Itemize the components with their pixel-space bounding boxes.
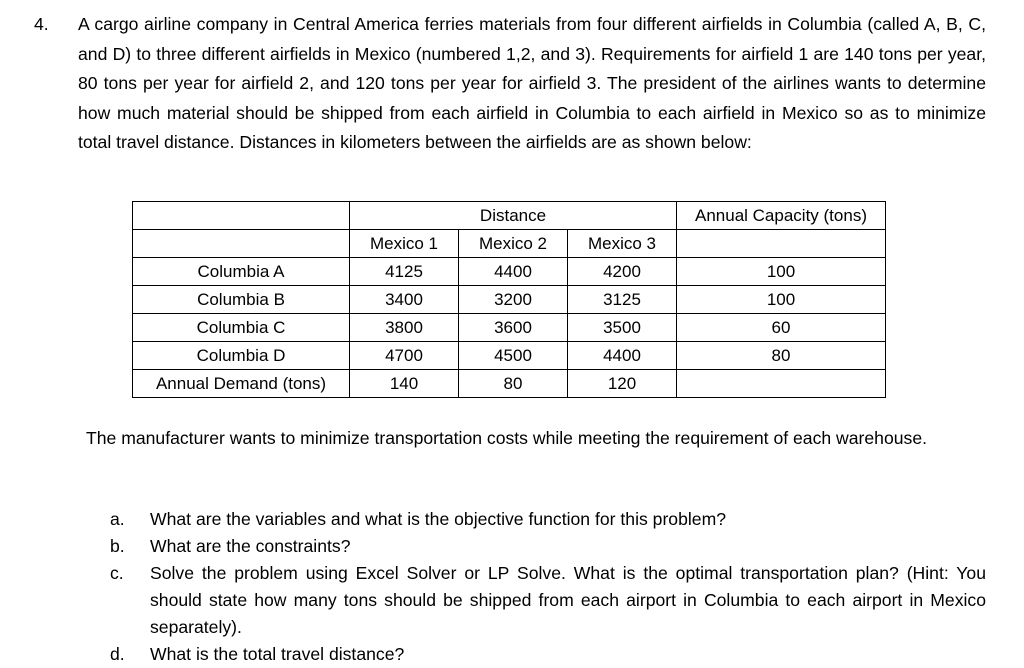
distance-cell: 3800 xyxy=(350,314,459,342)
table-empty-cell xyxy=(677,370,886,398)
question-item xyxy=(86,506,986,533)
distance-cell: 4400 xyxy=(568,342,677,370)
question-text: Solve the problem using Excel Solver or LP Solve. What is the optimal transportation plan? (Hint: You should state how many tons should be shipped from each airport in Columbia to each airport in Mexico separately). xyxy=(150,563,986,637)
question-text: What are the variables and what is the objective function for this problem? xyxy=(150,509,727,529)
question-label: a. xyxy=(110,509,125,529)
distance-cell: 3400 xyxy=(350,286,459,314)
question-list xyxy=(86,506,986,668)
question-item xyxy=(86,533,986,560)
capacity-cell: 80 xyxy=(677,342,886,370)
distance-group-header: Distance xyxy=(350,202,677,230)
row-label: Columbia A xyxy=(133,258,350,286)
table-empty-cell xyxy=(677,230,886,258)
column-header: Mexico 2 xyxy=(459,230,568,258)
question-text: What is the total travel distance? xyxy=(150,644,405,664)
distance-cell: 4500 xyxy=(459,342,568,370)
distance-cell: 3500 xyxy=(568,314,677,342)
capacity-cell: 100 xyxy=(677,258,886,286)
distance-cell: 4700 xyxy=(350,342,459,370)
objective-paragraph: The manufacturer wants to minimize transportation costs while meeting the requirement of each warehouse. xyxy=(86,428,928,448)
capacity-cell: 100 xyxy=(677,286,886,314)
question-item xyxy=(86,641,986,668)
problem-number: 4. xyxy=(34,14,49,34)
question-label: b. xyxy=(110,536,125,556)
distance-cell: 3125 xyxy=(568,286,677,314)
capacity-header: Annual Capacity (tons) xyxy=(677,202,886,230)
distance-cell: 3600 xyxy=(459,314,568,342)
table-row xyxy=(133,258,886,286)
column-header: Mexico 3 xyxy=(568,230,677,258)
row-label: Columbia D xyxy=(133,342,350,370)
row-label: Columbia C xyxy=(133,314,350,342)
table-row xyxy=(133,314,886,342)
column-header: Mexico 1 xyxy=(350,230,459,258)
demand-label: Annual Demand (tons) xyxy=(133,370,350,398)
distance-table xyxy=(132,201,886,398)
row-label: Columbia B xyxy=(133,286,350,314)
question-item xyxy=(86,560,986,641)
question-label: d. xyxy=(110,644,125,664)
distance-cell: 4125 xyxy=(350,258,459,286)
question-text: What are the constraints? xyxy=(150,536,351,556)
demand-cell: 80 xyxy=(459,370,568,398)
capacity-cell: 60 xyxy=(677,314,886,342)
distance-cell: 4400 xyxy=(459,258,568,286)
problem-text: A cargo airline company in Central America ferries materials from four different airfields in Columbia (called A, B, C, and D) to three different airfields in Mexico (numbered 1,2, and 3). Requirements for airfield 1 are 140 tons per year, 80 tons per year for airfield 2, and 120 tons per year for airfield 3. The president of the airlines wants to determine how much material should be shipped from each airfield in Columbia to each airfield in Mexico so as to minimize total travel distance. Distances in kilometers between the airfields are as shown below: xyxy=(78,14,986,152)
table-header-row xyxy=(133,202,886,230)
demand-cell: 140 xyxy=(350,370,459,398)
table-row xyxy=(133,342,886,370)
table-corner-cell xyxy=(133,202,350,230)
table-empty-cell xyxy=(133,230,350,258)
demand-cell: 120 xyxy=(568,370,677,398)
question-label: c. xyxy=(110,563,124,583)
table-row xyxy=(133,286,886,314)
distance-cell: 3200 xyxy=(459,286,568,314)
demand-row xyxy=(133,370,886,398)
table-subheader-row xyxy=(133,230,886,258)
distance-cell: 4200 xyxy=(568,258,677,286)
